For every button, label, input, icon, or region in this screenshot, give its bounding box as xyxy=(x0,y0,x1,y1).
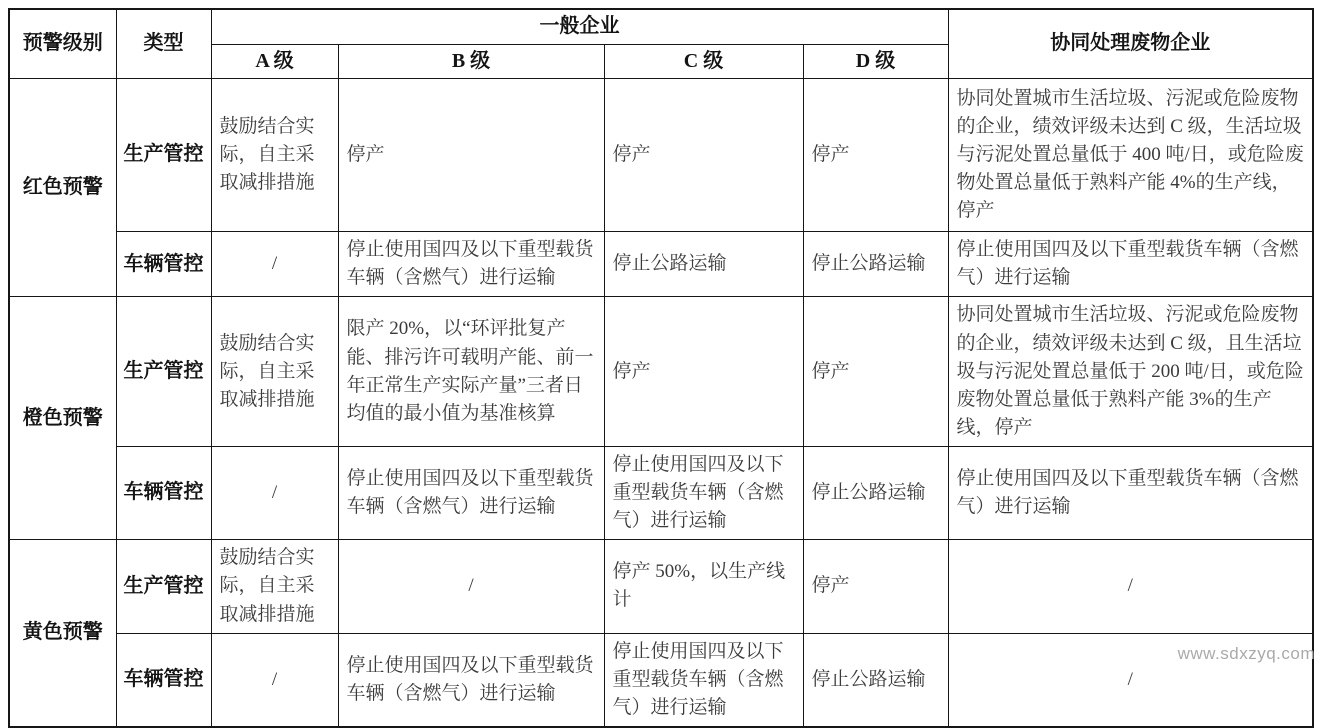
cell-red-production-grade-b: 停产 xyxy=(338,79,604,232)
header-grade-c: C 级 xyxy=(604,44,803,79)
cell-red-vehicle-grade-b: 停止使用国四及以下重型载货车辆（含燃气）进行运输 xyxy=(338,232,604,297)
row-label-red-vehicle: 车辆管控 xyxy=(116,232,211,297)
cell-orange-vehicle-grade-b: 停止使用国四及以下重型载货车辆（含燃气）进行运输 xyxy=(338,446,604,539)
cell-yellow-vehicle-coprocessing: / xyxy=(948,633,1313,727)
cell-red-production-coprocessing: 协同处置城市生活垃圾、污泥或危险废物的企业，绩效评级未达到 C 级，生活垃圾与污泥处置总量低于 400 吨/日，或危险废物处置总量低于熟料产能 4%的生产线，停产 xyxy=(948,79,1313,232)
cell-yellow-production-coprocessing: / xyxy=(948,540,1313,633)
header-grade-a: A 级 xyxy=(211,44,338,79)
cell-yellow-production-grade-c: 停产 50%，以生产线计 xyxy=(604,540,803,633)
cell-orange-production-grade-a: 鼓励结合实际，自主采取减排措施 xyxy=(211,297,338,447)
cell-yellow-vehicle-grade-c: 停止使用国四及以下重型载货车辆（含燃气）进行运输 xyxy=(604,633,803,727)
cell-orange-production-grade-c: 停产 xyxy=(604,297,803,447)
cell-yellow-vehicle-grade-d: 停止公路运输 xyxy=(803,633,948,727)
row-label-yellow-production: 生产管控 xyxy=(116,540,211,633)
row-label-red-warning: 红色预警 xyxy=(9,79,116,297)
row-label-orange-warning: 橙色预警 xyxy=(9,297,116,540)
row-label-red-production: 生产管控 xyxy=(116,79,211,232)
table-row xyxy=(9,446,1313,539)
table-row xyxy=(9,79,1313,232)
cell-orange-vehicle-grade-a: / xyxy=(211,446,338,539)
cell-red-vehicle-grade-c: 停止公路运输 xyxy=(604,232,803,297)
cell-yellow-production-grade-d: 停产 xyxy=(803,540,948,633)
site-watermark: www.sdxzyq.com xyxy=(1177,644,1315,663)
cell-orange-production-grade-d: 停产 xyxy=(803,297,948,447)
header-warning-level: 预警级别 xyxy=(9,9,116,79)
header-grade-b: B 级 xyxy=(338,44,604,79)
header-general-enterprise: 一般企业 xyxy=(211,9,948,44)
cell-orange-vehicle-coprocessing: 停止使用国四及以下重型载货车辆（含燃气）进行运输 xyxy=(948,446,1313,539)
table-row xyxy=(9,633,1313,727)
table-row xyxy=(9,232,1313,297)
cell-yellow-vehicle-grade-b: 停止使用国四及以下重型载货车辆（含燃气）进行运输 xyxy=(338,633,604,727)
cell-red-vehicle-grade-d: 停止公路运输 xyxy=(803,232,948,297)
cell-orange-production-grade-b: 限产 20%，以“环评批复产能、排污许可载明产能、前一年正常生产实际产量”三者日均值的最小值为基准核算 xyxy=(338,297,604,447)
header-coprocessing-enterprise: 协同处理废物企业 xyxy=(948,9,1313,79)
header-grade-d: D 级 xyxy=(803,44,948,79)
document-page xyxy=(8,8,1312,718)
cell-orange-vehicle-grade-d: 停止公路运输 xyxy=(803,446,948,539)
cell-red-production-grade-d: 停产 xyxy=(803,79,948,232)
row-label-orange-production: 生产管控 xyxy=(116,297,211,447)
row-label-yellow-warning: 黄色预警 xyxy=(9,540,116,727)
cell-red-production-grade-c: 停产 xyxy=(604,79,803,232)
cell-yellow-production-grade-a: 鼓励结合实际，自主采取减排措施 xyxy=(211,540,338,633)
emergency-warning-control-table xyxy=(8,8,1314,728)
table-row xyxy=(9,297,1313,447)
row-label-yellow-vehicle: 车辆管控 xyxy=(116,633,211,727)
cell-red-vehicle-grade-a: / xyxy=(211,232,338,297)
table-row xyxy=(9,540,1313,633)
cell-orange-production-coprocessing: 协同处置城市生活垃圾、污泥或危险废物的企业，绩效评级未达到 C 级，且生活垃圾与污泥处置总量低于 200 吨/日，或危险废物处置总量低于熟料产能 3%的生产线，停产 xyxy=(948,297,1313,447)
cell-red-vehicle-coprocessing: 停止使用国四及以下重型载货车辆（含燃气）进行运输 xyxy=(948,232,1313,297)
cell-yellow-vehicle-grade-a: / xyxy=(211,633,338,727)
cell-yellow-production-grade-b: / xyxy=(338,540,604,633)
cell-orange-vehicle-grade-c: 停止使用国四及以下重型载货车辆（含燃气）进行运输 xyxy=(604,446,803,539)
row-label-orange-vehicle: 车辆管控 xyxy=(116,446,211,539)
header-type: 类型 xyxy=(116,9,211,79)
cell-red-production-grade-a: 鼓励结合实际，自主采取减排措施 xyxy=(211,79,338,232)
